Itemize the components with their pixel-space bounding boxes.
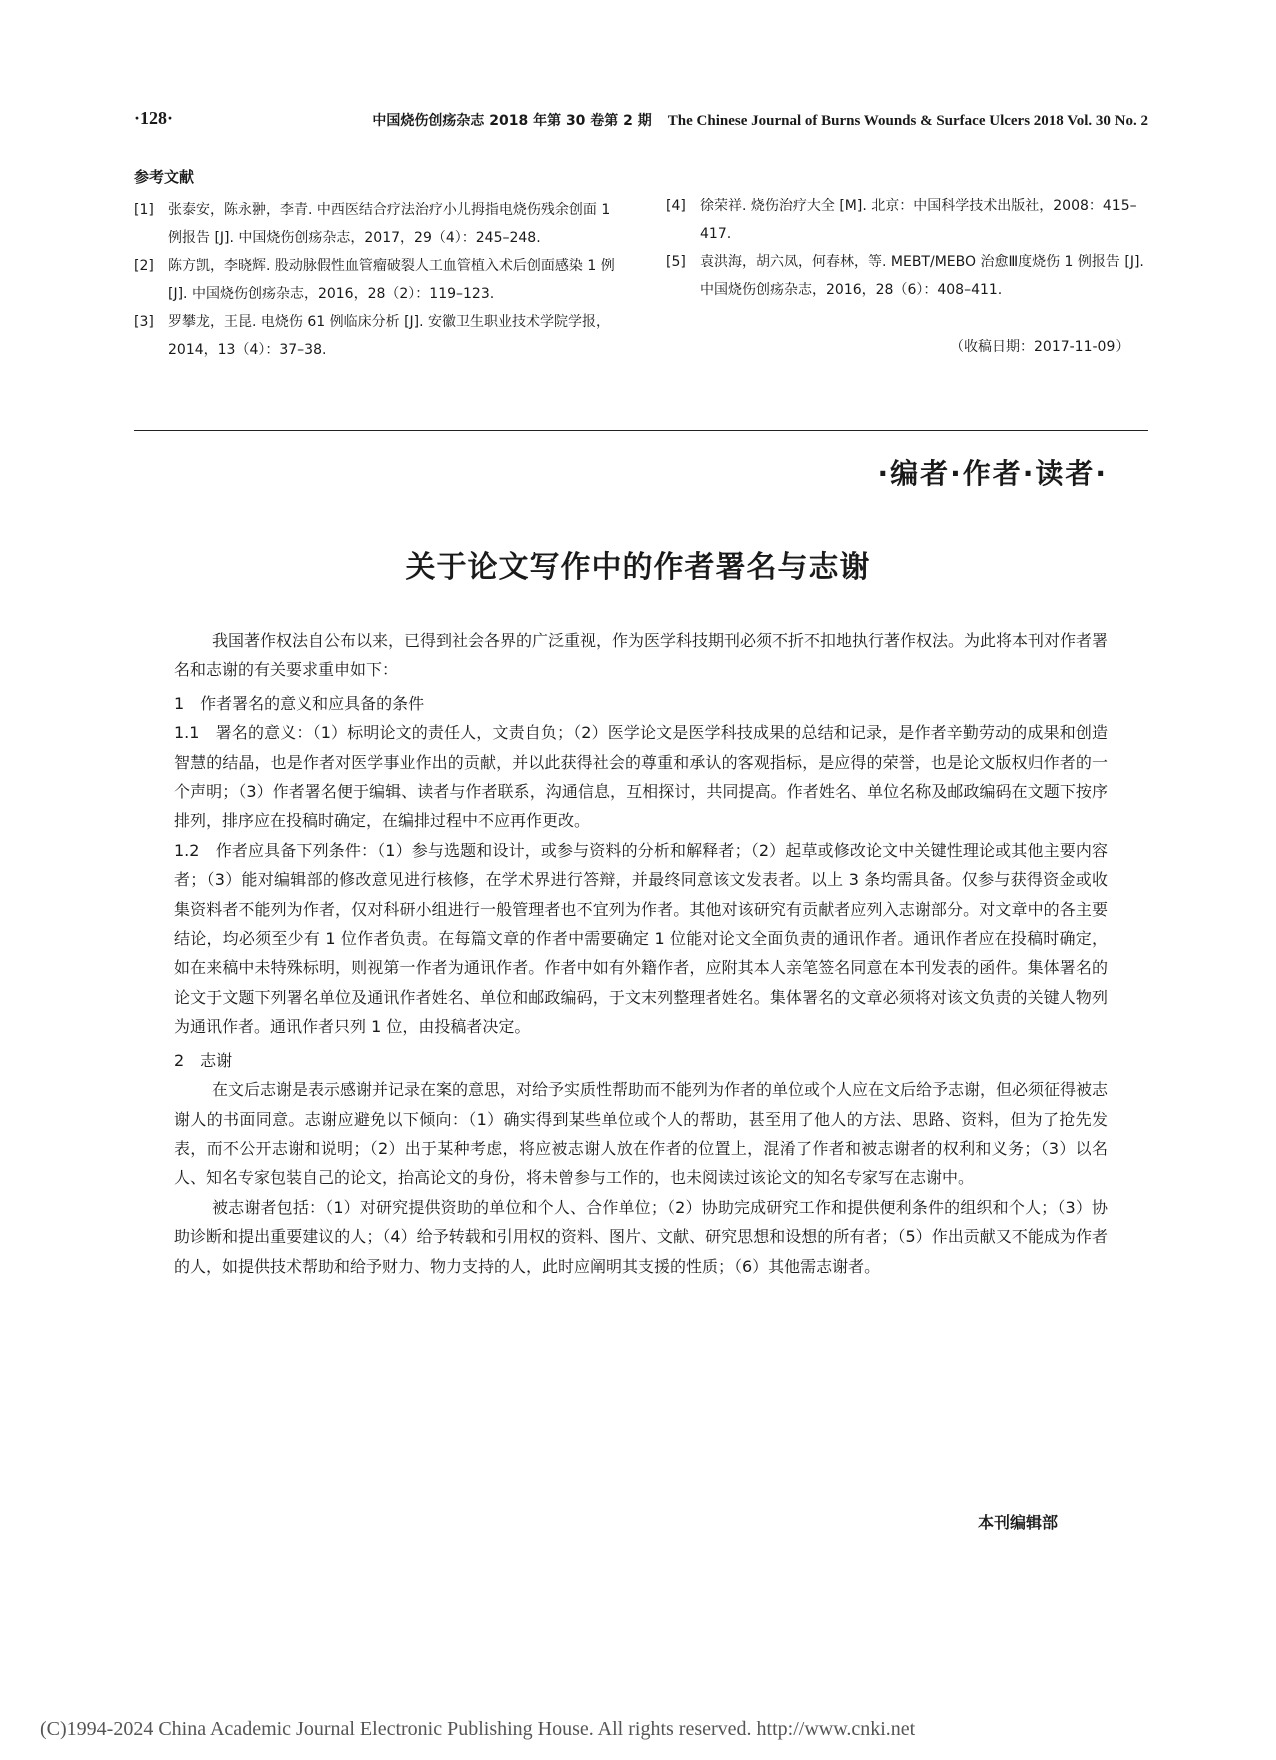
reference-text: 陈方凯，李晓辉. 股动脉假性血管瘤破裂人工血管植入术后创面感染 1 例 [J]. 中国烧伤创疡杂志，2016，28（2）：119–123.: [168, 258, 615, 302]
section-1-heading: 1 作者署名的意义和应具备的条件: [174, 693, 425, 713]
reference-item: [666, 248, 1156, 304]
paragraph-2-b: 被志谢者包括：（1）对研究提供资助的单位和个人、合作单位；（2）协助完成研究工作和提供便利条件的组织和个人；（3）协助诊断和提出重要建议的人；（4）给予转载和引用权的资料、图片、文献、研究思想和设想的所有者；（5）作出贡献又不能成为作者的人，如提供技术帮助和给予财力、物力支持的人，此时应阐明其支援的性质；（6）其他需志谢者。: [174, 1197, 1108, 1276]
reference-text: 徐荣祥. 烧伤治疗大全 [M]. 北京：中国科学技术出版社，2008：415–417.: [700, 198, 1137, 242]
reference-item: [134, 308, 624, 364]
references-heading: 参考文献: [134, 168, 195, 186]
section-2-heading: 2 志谢: [174, 1050, 233, 1070]
reference-number: [5]: [666, 254, 686, 270]
paragraph-1-1: 1.1 署名的意义：（1）标明论文的责任人，文责自负；（2）医学论文是医学科技成果的总结和记录，是作者辛勤劳动的成果和创造智慧的结晶，也是作者对医学事业作出的贡献，并以此获得社会的尊重和承认的客观指标，是应得的荣誉，也是论文版权归作者的一个声明；（3）作者署名便于编辑、读者与作者联系，沟通信息，互相探讨，共同提高。作者姓名、单位名称及邮政编码在文题下按序排列，排序应在投稿时确定，在编排过程中不应再作更改。: [174, 723, 1108, 831]
editorial-signoff: 本刊编辑部: [978, 1513, 1059, 1532]
copyright-footer: (C)1994-2024 China Academic Journal Electronic Publishing House. All rights reserved. http://www.cnki.net: [40, 1718, 916, 1740]
reference-number: [1]: [134, 202, 154, 218]
reference-number: [3]: [134, 314, 154, 330]
section-tag: ·编者·作者·读者·: [877, 457, 1108, 490]
intro-paragraph: 我国著作权法自公布以来，已得到社会各界的广泛重视，作为医学科技期刊必须不折不扣地执行著作权法。为此将本刊对作者署名和志谢的有关要求重申如下：: [174, 631, 1109, 680]
references-left-column: [134, 196, 624, 364]
reference-number: [4]: [666, 198, 686, 214]
reference-number: [2]: [134, 258, 154, 274]
journal-title: [372, 110, 1148, 130]
article-body: [174, 626, 1108, 1281]
references-right-column: [666, 164, 1156, 304]
reference-item: [134, 252, 624, 308]
reference-text: 张泰安，陈永翀，李青. 中西医结合疗法治疗小儿拇指电烧伤残余创面 1 例报告 [J]. 中国烧伤创疡杂志，2017，29（4）：245–248.: [168, 202, 611, 246]
paragraph-2-a: 在文后志谢是表示感谢并记录在案的意思，对给予实质性帮助而不能列为作者的单位或个人应在文后给予志谢，但必须征得被志谢人的书面同意。志谢应避免以下倾向：（1）确实得到某些单位或个人的帮助，甚至用了他人的方法、思路、资料，但为了抢先发表，而不公开志谢和说明；（2）出于某种考虑，将应被志谢人放在作者的位置上，混淆了作者和被志谢者的权利和义务；（3）以名人、知名专家包装自己的论文，抬高论文的身份，将未曾参与工作的，也未阅读过该论文的知名专家写在志谢中。: [174, 1080, 1109, 1188]
article-title: 关于论文写作中的作者署名与志谢: [405, 550, 871, 585]
journal-title-en: The Chinese Journal of Burns Wounds & Surface Ulcers 2018 Vol. 30 No. 2: [667, 113, 1148, 129]
running-header: [134, 108, 1148, 136]
reference-text: 罗攀龙，王昆. 电烧伤 61 例临床分析 [J]. 安徽卫生职业技术学院学报，2014，13（4）：37–38.: [168, 314, 611, 358]
reference-item: [666, 192, 1156, 248]
section-divider: [134, 430, 1148, 431]
paragraph-1-2: 1.2 作者应具备下列条件：（1）参与选题和设计，或参与资料的分析和解释者；（2）起草或修改论文中关键性理论或其他主要内容者；（3）能对编辑部的修改意见进行核修，在学术界进行答辩，并最终同意该文发表者。以上 3 条均需具备。仅参与获得资金或收集资料者不能列为作者，仅对科研小组进行一般管理者也不宜列为作者。其他对该研究有贡献者应列入志谢部分。对文章中的各主要结论，均必须至少有 1 位作者负责。在每篇文章的作者中需要确定 1 位能对论文全面负责的通讯作者。通讯作者应在投稿时确定，如在来稿中未特殊标明，则视第一作者为通讯作者。作者中如有外籍作者，应附其本人亲笔签名同意在本刊发表的函件。集体署名的论文于文题下列署名单位及通讯作者姓名、单位和邮政编码，于文末列整理者姓名。集体署名的文章必须将对该文负责的关键人物列为通讯作者。通讯作者只列 1 位，由投稿者决定。: [174, 840, 1108, 1037]
page-number: ·128·: [134, 108, 174, 128]
reference-item: [134, 196, 624, 252]
received-date: （收稿日期：2017-11-09）: [950, 339, 1130, 355]
reference-text: 袁洪海，胡六凤，何春林，等. MEBT/MEBO 治愈Ⅲ度烧伤 1 例报告 [J]. 中国烧伤创疡杂志，2016，28（6）：408–411.: [700, 254, 1144, 298]
journal-title-cn: 中国烧伤创疡杂志 2018 年第 30 卷第 2 期: [372, 113, 652, 129]
